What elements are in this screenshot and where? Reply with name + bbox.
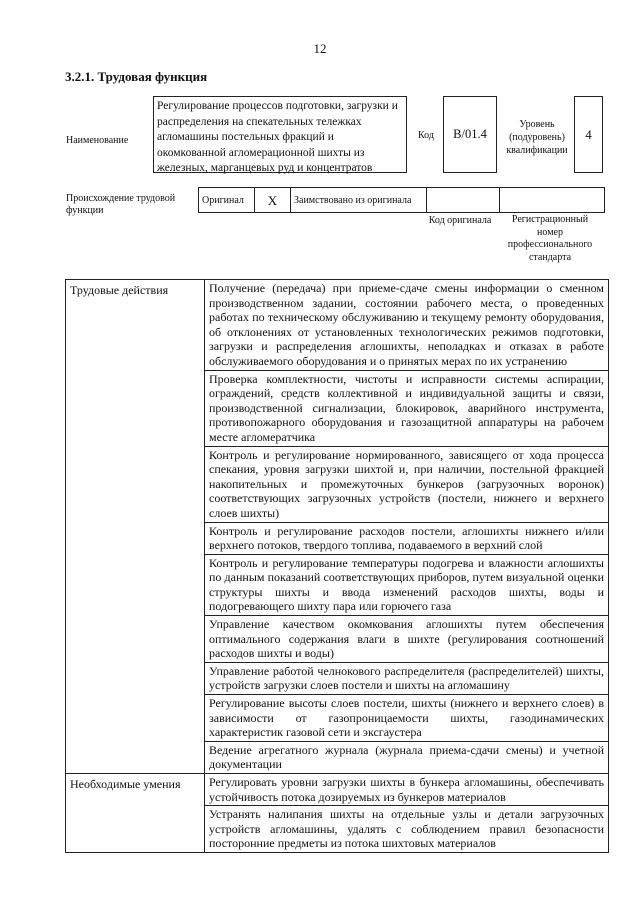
- labor-actions-label: Трудовые действия: [66, 280, 205, 774]
- original-mark-cell: X: [255, 188, 291, 213]
- labor-action-row-text: Проверка комплектности, чистоты и исправности системы аспирации, ограждений, средств коллективной и индивидуальной защиты и связи, производственной сигнализации, блокировок, аварийного инструмента, противопожарного оборудования и газозащитной аппаратуры на рабочем месте агломератчика: [205, 370, 609, 446]
- skill-row-text: Устранять налипания шихты на отдельные узлы и детали загрузочных устройств агломашины, удалять с соблюдением правил безопасности посторонние предметы из потока шихтовых материалов: [205, 806, 609, 853]
- function-name-box: Регулирование процессов подготовки, загрузки и распределения на спекательных тележках агломашины постельных фракций и окомкованной агломерационной шихты из железных, марганцевых руд и концентратов: [153, 96, 407, 173]
- labor-action-row-text: Управление качеством окомкования аглошихты путем обеспечения оптимального содержания влаги в шихте (регулирования соотношений расходов шихты и воды): [205, 616, 609, 663]
- labor-action-row-text: Ведение агрегатного журнала (журнала приема-сдачи смены) и учетной документации: [205, 741, 609, 773]
- name-label: Наименование: [66, 135, 129, 146]
- code-original-cell: [427, 188, 500, 213]
- labor-action-row: [66, 280, 609, 371]
- labor-action-row-text: Регулирование высоты слоев постели, шихты (нижнего и верхнего слоев) в зависимости от газопроницаемости шихты, газодинамических характеристик газовой сети и эксгаустера: [205, 695, 609, 742]
- labor-action-row-text: Управление работой челнокового распределителя (распределителей) шихты, устройств загрузки слоев постели и шихты на агломашину: [205, 662, 609, 694]
- original-label-cell: Оригинал: [199, 188, 255, 213]
- labor-action-row-text: Контроль и регулирование температуры подогрева и влажности аглошихты по данным показаний соответствующих приборов, путем визуальной оценки структуры шихты и ввода изменений расходов шихты, воды и подогревающего шихту пара или горючего газа: [205, 554, 609, 615]
- skills-label: Необходимые умения: [66, 774, 205, 853]
- section-heading: 3.2.1. Трудовая функция: [65, 69, 208, 84]
- code-original-label: Код оригинала: [428, 215, 492, 226]
- qualification-level-label: Уровень (подуровень) квалификации: [506, 119, 568, 156]
- code-value-box: B/01.4: [443, 96, 497, 173]
- origin-label: Происхождение трудовой функции: [66, 193, 176, 216]
- borrowed-label-cell: Заимствовано из оригинала: [291, 188, 427, 213]
- origin-table: [198, 187, 605, 213]
- labor-action-row-text: Контроль и регулирование нормированного, зависящего от хода процесса спекания, уровня загрузки шихтой и, при наличии, постельной фракцией накопительных и промежуточных бункеров (загрузочных воронок) соответствующих загрузочных устройств (постели, нижнего и верхнего слоев шихты): [205, 446, 609, 522]
- page-number: 12: [313, 41, 327, 56]
- function-details-table: [65, 279, 609, 853]
- labor-action-row-text: Контроль и регулирование расходов постели, аглошихты нижнего и/или верхнего потоков, твердого топлива, подаваемого в верхний слой: [205, 522, 609, 554]
- skill-row-text: Регулировать уровни загрузки шихты в бункера агломашины, обеспечивать устойчивость потока дозируемых из бункеров материалов: [205, 774, 609, 806]
- code-label: Код: [418, 130, 434, 141]
- skill-row: [66, 774, 609, 806]
- labor-action-row-text: Получение (передача) при приеме-сдаче смены информации о сменном производственном задании, состоянии рабочего места, о проведенных работах по техническому обслуживанию и текущему ремонту оборудования, об отклонениях от установленных технологических режимов подготовки, загрузки и распределения аглошихты, неполадках и отказах в работе обслуживаемого оборудования и о принятых мерах по их устранению: [205, 280, 609, 371]
- reg-number-cell: [500, 188, 605, 213]
- reg-number-label: Регистрационный номер профессионального стандарта: [507, 214, 593, 263]
- qualification-level-box: 4: [574, 96, 603, 173]
